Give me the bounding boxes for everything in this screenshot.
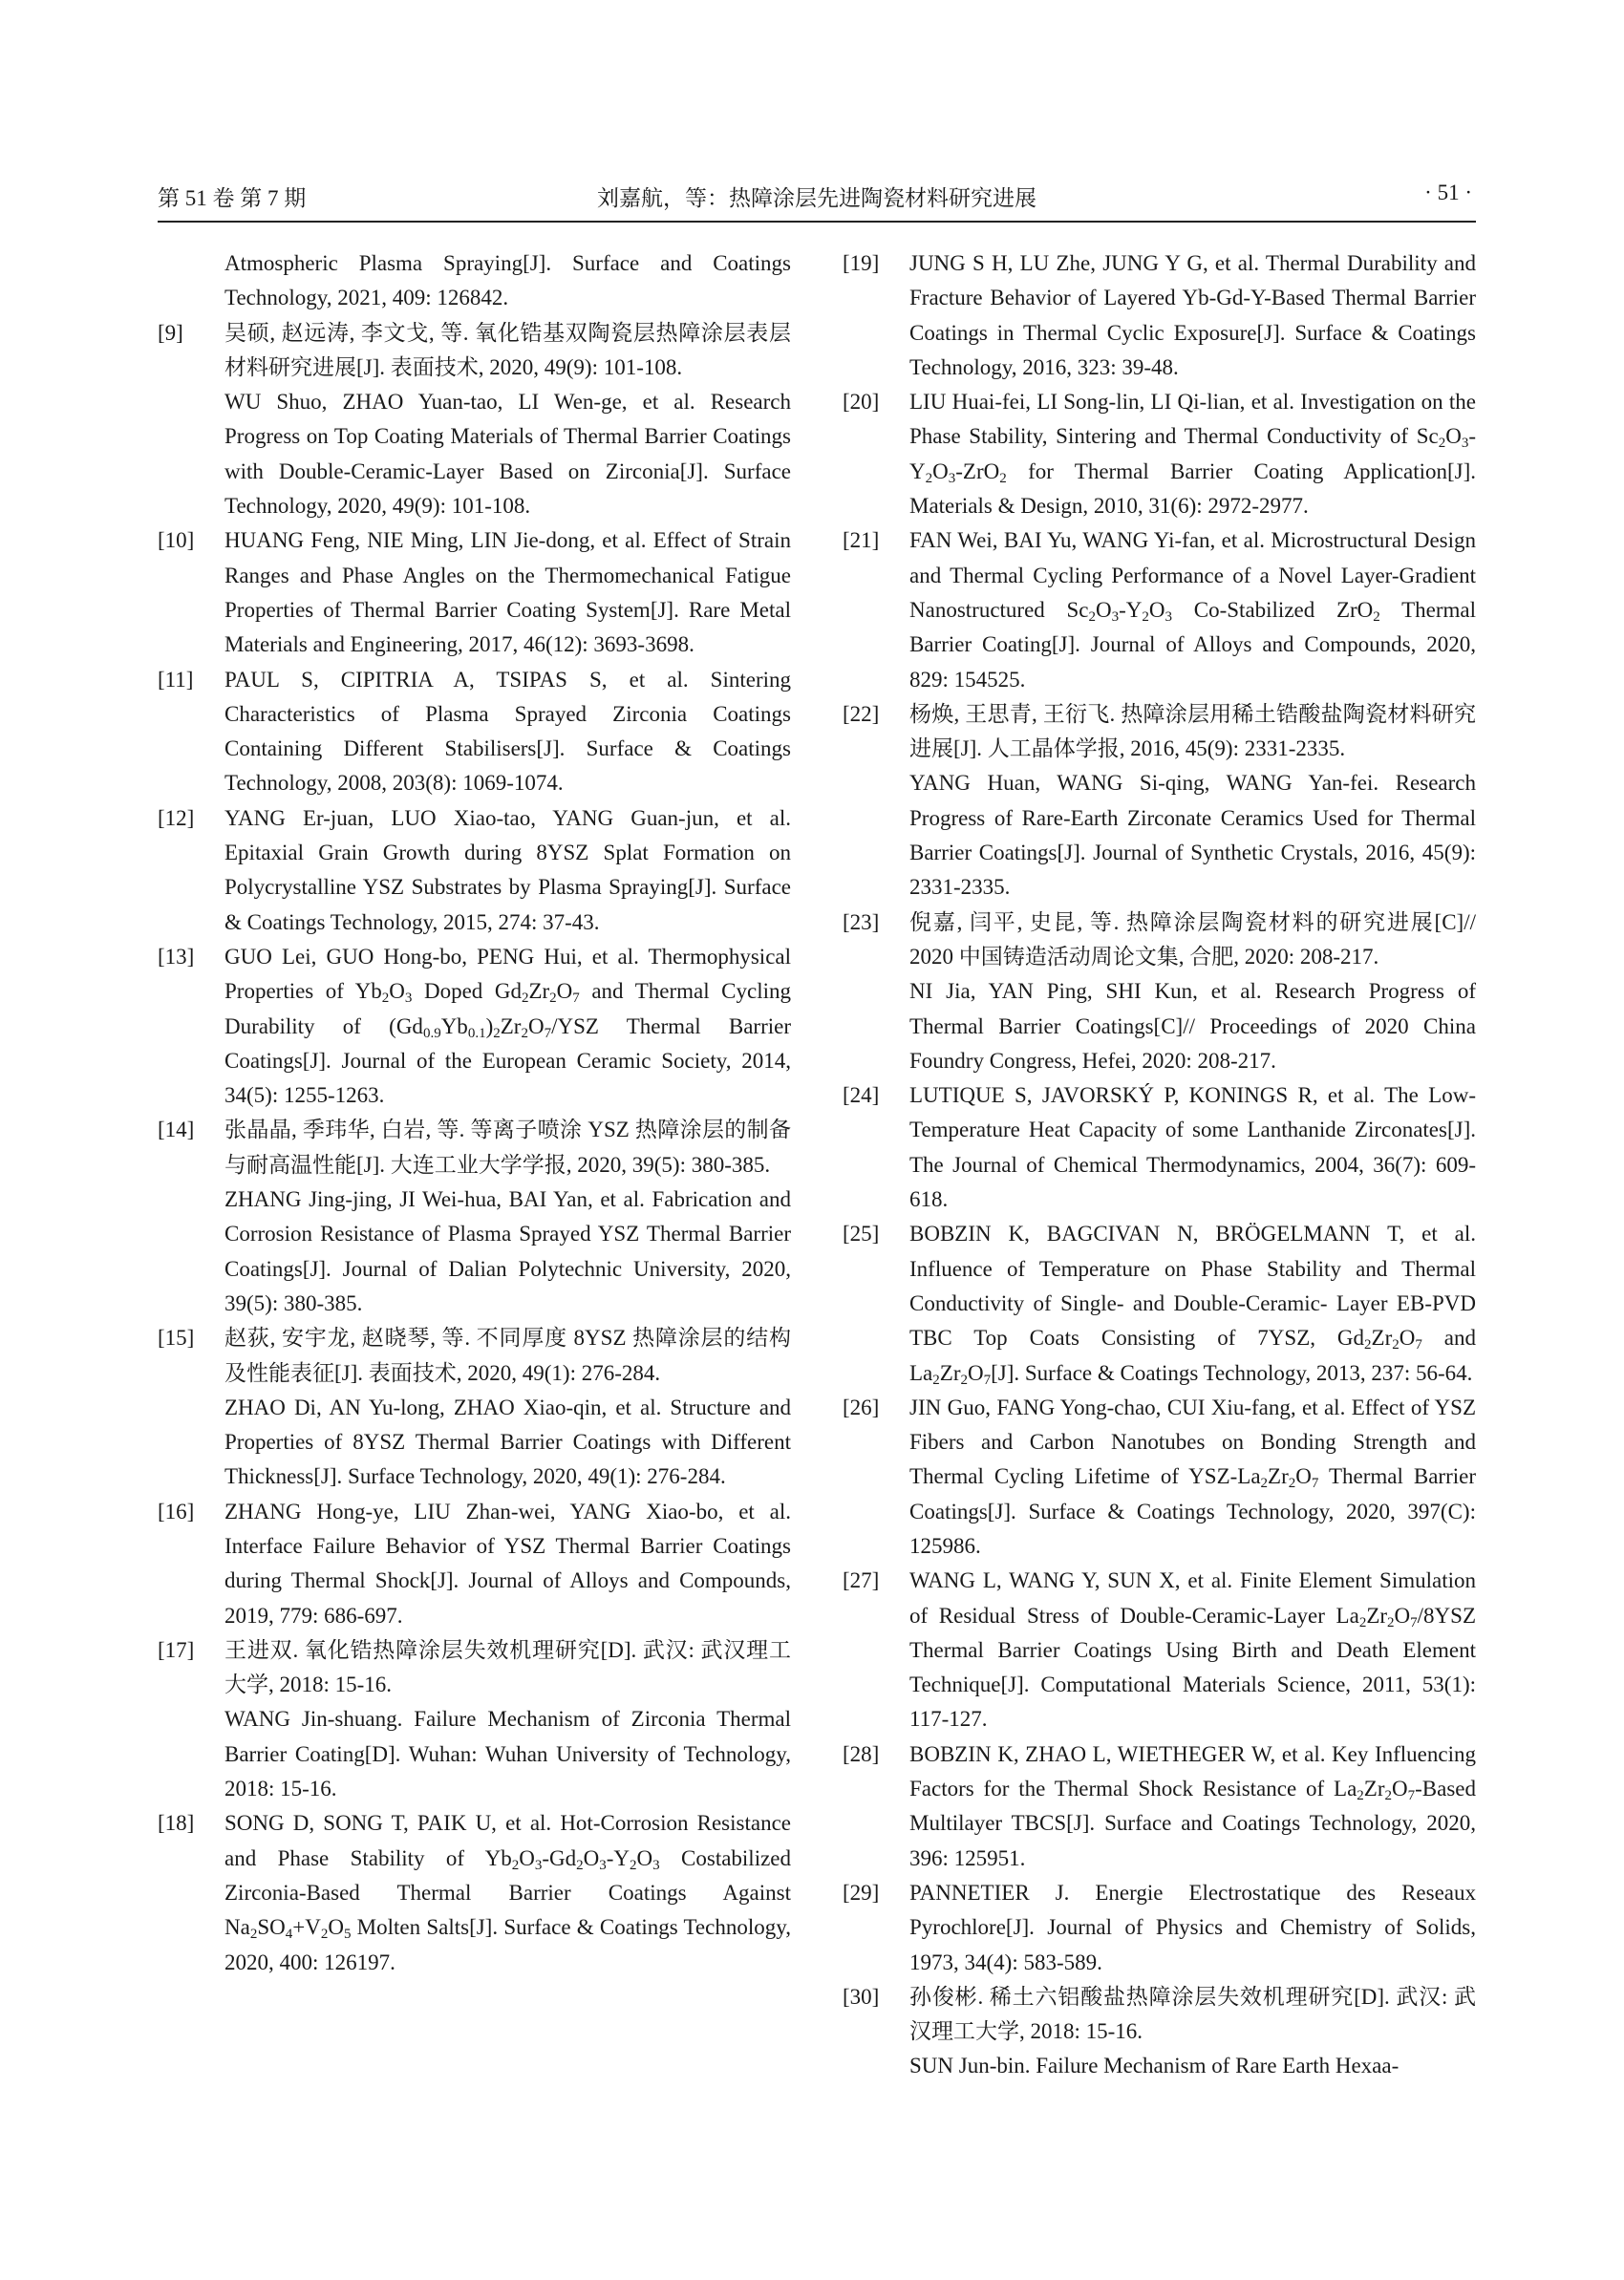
reference-text: SUN Jun-bin. Failure Mechanism of Rare Earth Hexaa- xyxy=(909,2054,1400,2078)
reference-text: WU Shuo, ZHAO Yuan-tao, LI Wen-ge, et al. Research Progress on Top Coating Materials of Thermal Barrier Coatings with Double-Ceramic-Layer Based on Zirconia[J]. Surface Technology, 2020, 49(9): 101-108. xyxy=(224,390,791,519)
reference-entry xyxy=(843,1564,1476,1737)
reference-entry xyxy=(158,663,791,801)
reference-text: FAN Wei, BAI Yu, WANG Yi-fan, et al. Microstructural Design and Thermal Cycling Performance of a Novel Layer-Gradient Nanostructured $Sc_2O_3-Y_2O_3$ Co-Stabilized ZrO$_2$ Thermal Barrier Coating[J]. Journal of Alloys and Compounds, 2020, 829: 154525. xyxy=(909,528,1476,692)
reference-column-right xyxy=(843,246,1476,2084)
reference-number: [22] xyxy=(843,701,880,726)
reference-column-left xyxy=(158,246,791,1980)
reference-entry xyxy=(843,385,1476,523)
reference-text: PAUL S, CIPITRIA A, TSIPAS S, et al. Sintering Characteristics of Plasma Sprayed Zirconia Coatings Containing Different Stabilisers[J]. Surface & Coatings Technology, 2008, 203(8): 1069-1074. xyxy=(224,667,791,796)
running-header xyxy=(158,177,1476,223)
reference-number: [12] xyxy=(158,805,195,830)
reference-entry xyxy=(158,940,791,1113)
reference-entry xyxy=(843,697,1476,906)
reference-text: BOBZIN K, ZHAO L, WIETHEGER W, et al. Key Influencing Factors for the Thermal Shock Resistance of $La_2Zr_2O_7$-Based Multilayer TBCS[J]. Surface and Coatings Technology, 2020, 396: 125951. xyxy=(909,1741,1476,1870)
reference-number: [23] xyxy=(843,909,880,934)
page-number: · 51 · xyxy=(1424,181,1472,204)
reference-text: LIU Huai-fei, LI Song-lin, LI Qi-lian, et al. Investigation on the Phase Stability, Sintering and Thermal Conductivity of $Sc_2O_3-Y_2O_3-ZrO_2$ for Thermal Barrier Coating Application[J]. Materials & Design, 2010, 31(6): 2972-2977. xyxy=(909,390,1476,519)
reference-number: [21] xyxy=(843,528,880,553)
reference-number: [16] xyxy=(158,1499,195,1524)
reference-text: YANG Er-juan, LUO Xiao-tao, YANG Guan-jun, et al. Epitaxial Grain Growth during 8YSZ Splat Formation on Polycrystalline YSZ Substrates by Plasma Spraying[J]. Surface & Coatings Technology, 2015, 274: 37-43. xyxy=(224,805,791,934)
reference-text: YANG Huan, WANG Si-qing, WANG Yan-fei. Research Progress of Rare-Earth Zirconate Ceramics Used for Thermal Barrier Coatings[J]. Journal of Synthetic Crystals, 2016, 45(9): 2331-2335. xyxy=(909,771,1476,900)
reference-entry xyxy=(158,523,791,662)
reference-text: 赵荻, 安宇龙, 赵晓琴, 等. 不同厚度 8YSZ 热障涂层的结构及性能表征[J]. 表面技术, 2020, 49(1): 276-284. xyxy=(224,1326,791,1385)
reference-text: PANNETIER J. Energie Electrostatique des Reseaux Pyrochlore[J]. Journal of Physics and Chemistry of Solids, 1973, 34(4): 583-589. xyxy=(909,1880,1476,1974)
reference-text: WANG L, WANG Y, SUN X, et al. Finite Element Simulation of Residual Stress of Double-Ceramic-Layer $La_2Zr_2O_7/8YSZ$ Thermal Barrier Coatings Using Birth and Death Element Technique[J]. Computational Materials Science, 2011, 53(1): 117-127. xyxy=(909,1568,1476,1732)
reference-entry xyxy=(843,1737,1476,1876)
reference-entry xyxy=(158,801,791,940)
article-running-title: 刘嘉航，等：热障涂层先进陶瓷材料研究进展 xyxy=(597,186,1036,210)
reference-entry xyxy=(843,1980,1476,2084)
reference-text: GUO Lei, GUO Hong-bo, PENG Hui, et al. Thermophysical Properties of $Yb_2O_3$ Doped $Gd_2Zr_2O_7$ and Thermal Cycling Durability of $(Gd_{0.9}Yb_{0.1})_2Zr_2O_7$/YSZ Thermal Barrier Coatings[J]. Journal of the European Ceramic Society, 2014, 34(5): 1255-1263. xyxy=(224,944,791,1108)
reference-entry xyxy=(158,316,791,524)
reference-entry xyxy=(158,1633,791,1806)
reference-number: [10] xyxy=(158,528,195,553)
reference-number: [30] xyxy=(843,1984,880,2009)
reference-text: 吴硕, 赵远涛, 李文戈, 等. 氧化锆基双陶瓷层热障涂层表层材料研究进展[J]. 表面技术, 2020, 49(9): 101-108. xyxy=(224,320,791,379)
reference-number: [25] xyxy=(843,1222,880,1247)
reference-number: [9] xyxy=(158,320,183,345)
reference-text: SONG D, SONG T, PAIK U, et al. Hot-Corrosion Resistance and Phase Stability of $Yb_2O_3-Gd_2O_3-Y_2O_3$ Costabilized Zirconia-Based Thermal Barrier Coatings Against $Na_2SO_4+V_2O_5$ Molten Salts[J]. Surface & Coatings Technology, 2020, 400: 126197. xyxy=(224,1811,792,1974)
reference-number: [28] xyxy=(843,1741,880,1766)
reference-text: JIN Guo, FANG Yong-chao, CUI Xiu-fang, et al. Effect of YSZ Fibers and Carbon Nanotubes on Bonding Strength and Thermal Cycling Lifetime of YSZ-$La_2Zr_2O_7$ Thermal Barrier Coatings[J]. Surface & Coatings Technology, 2020, 397(C): 125986. xyxy=(909,1395,1476,1558)
reference-number: [11] xyxy=(158,667,194,692)
reference-text: 倪嘉, 闫平, 史昆, 等. 热障涂层陶瓷材料的研究进展[C]// 2020 中国铸造活动周论文集, 合肥, 2020: 208-217. xyxy=(909,909,1476,969)
reference-entry xyxy=(843,1876,1476,1980)
reference-number: [27] xyxy=(843,1568,880,1593)
reference-number: [29] xyxy=(843,1880,880,1905)
reference-entry xyxy=(843,906,1476,1078)
reference-text: 王进双. 氧化锆热障涂层失效机理研究[D]. 武汉: 武汉理工大学, 2018: 15-16. xyxy=(224,1637,791,1697)
reference-text: HUANG Feng, NIE Ming, LIN Jie-dong, et al. Effect of Strain Ranges and Phase Angles on the Thermomechanical Fatigue Properties of Thermal Barrier Coating System[J]. Rare Metal Materials and Engineering, 2017, 46(12): 3693-3698. xyxy=(224,528,791,657)
reference-text: WANG Jin-shuang. Failure Mechanism of Zirconia Thermal Barrier Coating[D]. Wuhan: Wuhan University of Technology, 2018: 15-16. xyxy=(224,1707,791,1801)
reference-text: BOBZIN K, BAGCIVAN N, BRÖGELMANN T, et al. Influence of Temperature on Phase Stability and Thermal Conductivity of Single- and Double-Ceramic- Layer EB-PVD TBC Top Coats Consisting of 7YSZ, $Gd_2Zr_2O_7$ and $La_2Zr_2O_7[J]$. Surface & Coatings Technology, 2013, 237: 56-64. xyxy=(909,1222,1476,1388)
reference-text: 张晶晶, 季玮华, 白岩, 等. 等离子喷涂 YSZ 热障涂层的制备与耐高温性能[J]. 大连工业大学学报, 2020, 39(5): 380-385. xyxy=(224,1118,791,1177)
reference-text: Atmospheric Plasma Spraying[J]. Surface and Coatings Technology, 2021, 409: 126842. xyxy=(224,251,791,310)
reference-entry xyxy=(158,1113,791,1321)
reference-entry xyxy=(843,523,1476,696)
reference-entry xyxy=(843,1078,1476,1217)
reference-number: [15] xyxy=(158,1326,195,1351)
reference-entry xyxy=(843,1391,1476,1564)
reference-text: JUNG S H, LU Zhe, JUNG Y G, et al. Thermal Durability and Fracture Behavior of Layered Yb-Gd-Y-Based Thermal Barrier Coatings in Thermal Cyclic Exposure[J]. Surface & Coatings Technology, 2016, 323: 39-48. xyxy=(909,251,1476,379)
reference-text: ZHANG Jing-jing, JI Wei-hua, BAI Yan, et al. Fabrication and Corrosion Resistance of Plasma Sprayed YSZ Thermal Barrier Coatings[J]. Journal of Dalian Polytechnic University, 2020, 39(5): 380-385. xyxy=(224,1187,791,1315)
volume-issue: 第 51 卷 第 7 期 xyxy=(158,186,307,210)
reference-number: [26] xyxy=(843,1395,880,1419)
reference-text: ZHANG Hong-ye, LIU Zhan-wei, YANG Xiao-bo, et al. Interface Failure Behavior of YSZ Thermal Barrier Coatings during Thermal Shock[J]. Journal of Alloys and Compounds, 2019, 779: 686-697. xyxy=(224,1499,791,1628)
reference-entry xyxy=(843,246,1476,385)
reference-text: NI Jia, YAN Ping, SHI Kun, et al. Research Progress of Thermal Barrier Coatings[C]// Proceedings of 2020 China Foundry Congress, Hefei, 2020: 208-217. xyxy=(909,979,1476,1073)
reference-entry xyxy=(158,1495,791,1633)
reference-number: [24] xyxy=(843,1083,880,1108)
reference-entry xyxy=(843,1217,1476,1390)
reference-number: [13] xyxy=(158,944,195,969)
reference-entry xyxy=(158,246,791,316)
reference-entry xyxy=(158,1321,791,1494)
reference-text: 孙俊彬. 稀土六铝酸盐热障涂层失效机理研究[D]. 武汉: 武汉理工大学, 2018: 15-16. xyxy=(909,1984,1476,2044)
reference-number: [17] xyxy=(158,1637,195,1662)
reference-number: [19] xyxy=(843,251,880,275)
reference-text: ZHAO Di, AN Yu-long, ZHAO Xiao-qin, et al. Structure and Properties of 8YSZ Thermal Barrier Coatings with Different Thickness[J]. Surface Technology, 2020, 49(1): 276-284. xyxy=(224,1395,791,1489)
reference-number: [14] xyxy=(158,1118,195,1142)
reference-text: LUTIQUE S, JAVORSKÝ P, KONINGS R, et al. The Low-Temperature Heat Capacity of some Lanthanide Zirconates[J]. The Journal of Chemical Thermodynamics, 2004, 36(7): 609-618. xyxy=(909,1083,1476,1212)
reference-number: [20] xyxy=(843,390,880,415)
reference-number: [18] xyxy=(158,1811,195,1836)
reference-text: 杨焕, 王思青, 王衍飞. 热障涂层用稀土锆酸盐陶瓷材料研究进展[J]. 人工晶体学报, 2016, 45(9): 2331-2335. xyxy=(909,701,1476,761)
reference-entry xyxy=(158,1806,791,1979)
